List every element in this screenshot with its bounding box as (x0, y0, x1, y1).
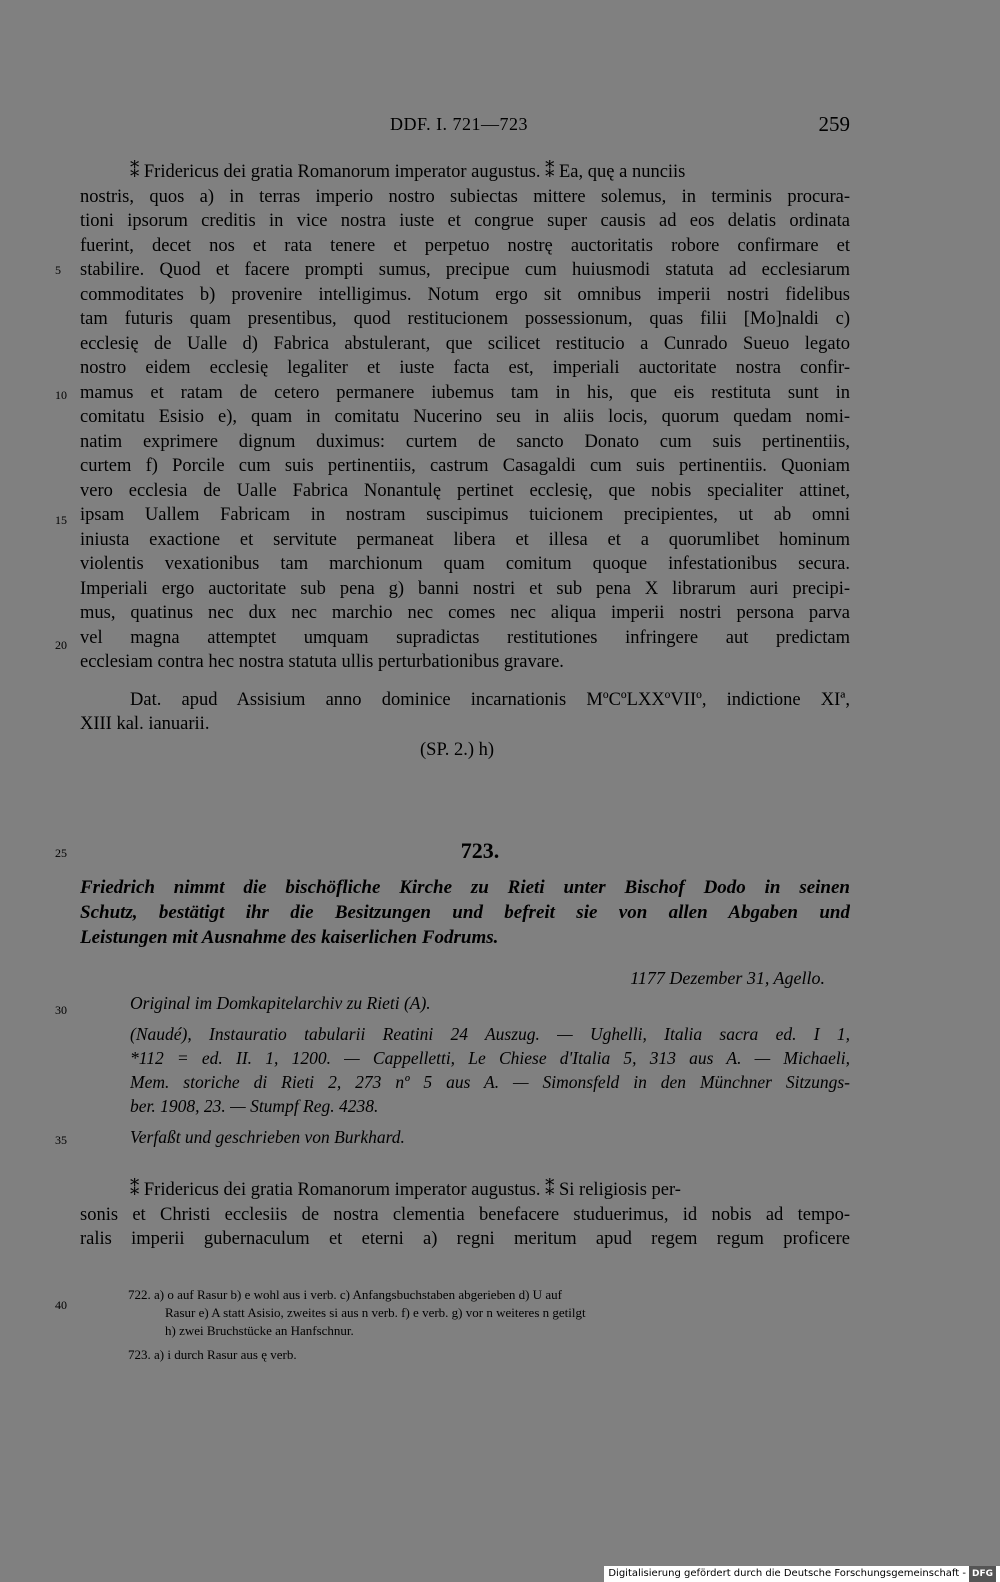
regest-line: Leistungen mit Ausnahme des kaiserlichen Fodrums. (80, 927, 499, 948)
text-line: fuerint, decet nos et rata tenere et perpetuo nostrę auctoritatis robore confirmare et (80, 235, 850, 256)
seal-note: (SP. 2.) h) (420, 740, 495, 760)
line-number: 30 (55, 1003, 67, 1017)
line-number: 15 (55, 513, 67, 527)
literature-line: (Naudé), Instauratio tabularii Reatini 24 Auszug. — Ughelli, Italia sacra ed. I 1, (130, 1024, 850, 1044)
footnote-line: 722. a) o auf Rasur b) e wohl aus i verb. c) Anfangsbuchstaben abgerieben d) U auf (128, 1287, 562, 1302)
text-line: tam futuris quam presentibus, quod restitucionem possessionum, quas filii [Mo]naldi c) (80, 309, 850, 329)
footer-credit (604, 1566, 1000, 1582)
text-line: stabilire. Quod et facere prompti sumus, precipue cum huiusmodi statuta ad ecclesiarum (80, 260, 850, 280)
line-number: 40 (55, 1298, 67, 1312)
regest-line: Friedrich nimmt die bischöfliche Kirche zu Rieti unter Bischof Dodo in seinen (80, 877, 850, 898)
footnote-line: Rasur e) A statt Asisio, zweites si aus n verb. f) e verb. g) vor n weiteres n getilgt (165, 1305, 586, 1320)
line-number: 20 (55, 638, 67, 652)
text-line: ⁑ Fridericus dei gratia Romanorum imperator augustus. ⁑ Si religiosis per- (130, 1180, 681, 1200)
literature-line: Mem. storiche di Rieti 2, 273 nº 5 aus A. — Simonsfeld in den Münchner Sitzungs- (130, 1072, 850, 1092)
dfg-logo: DFG (969, 1566, 996, 1582)
text-line: vero ecclesia de Ualle Fabrica Nonantulę pertinet ecclesię, que nobis specialiter attinet, (80, 480, 850, 501)
text-line: nostris, quos a) in terras imperio nostro subiectas mittere solemus, in terminis procura- (80, 186, 850, 207)
text-line: mus, quatinus nec dux nec marchio nec comes nec aliqua imperii nostri persona parva (80, 603, 850, 623)
text-line: ipsam Uallem Fabricam in nostram suscipimus tuicionem precipientes, ut ab omni (80, 505, 850, 525)
page-number: 259 (818, 112, 850, 136)
regest-line: Schutz, bestätigt ihr die Besitzungen und befreit sie von allen Abgaben und (80, 902, 850, 923)
running-header (80, 114, 850, 140)
line-number: 10 (55, 388, 67, 402)
text-line: Imperiali ergo auctoritate sub pena g) banni nostri et sub pena X librarum auri precipi- (80, 578, 850, 599)
text-line: natim exprimere dignum duximus: curtem de sancto Donato cum suis pertinentiis, (80, 431, 850, 452)
line-number: 25 (55, 846, 67, 860)
footnote-line: h) zwei Bruchstücke an Hanfschnur. (165, 1323, 354, 1338)
text-line: sonis et Christi ecclesiis de nostra clementia benefacere studuerimus, id nobis ad tempo- (80, 1205, 850, 1225)
footnote-line: 723. a) i durch Rasur aus ę verb. (128, 1347, 297, 1362)
credit-text: Digitalisierung gefördert durch die Deutsche Forschungsgemeinschaft - (608, 1568, 966, 1579)
text-line: ecclesię de Ualle d) Fabrica abstulerant, que scilicet restitucio a Cunrado Sueuo legato (80, 333, 850, 354)
text-line: tioni ipsorum creditis in vice nostra iuste et congrue super causis ad eos delatis ordinata (80, 211, 850, 231)
text-line: comitatu Esisio e), quam in comitatu Nucerino seu in aliis locis, quorum quedam nomi- (80, 407, 850, 427)
text-line: ⁑ Fridericus dei gratia Romanorum imperator augustus. ⁑ Ea, quę a nunciis (130, 162, 686, 182)
line-number: 5 (55, 263, 61, 277)
line-number: 35 (55, 1133, 67, 1147)
document-number: 723. (460, 838, 500, 863)
text-line: curtem f) Porcile cum suis pertinentiis, castrum Casagaldi cum suis pertinentiis. Quoniam (80, 456, 850, 476)
text-line: nostro eidem ecclesię legaliter et iuste facta est, imperiali auctoritate nostra confir- (80, 358, 850, 378)
dating-line: Dat. apud Assisium anno dominice incarnationis MºCºLXXºVIIº, indictione XIª, (130, 690, 850, 710)
date-place: 1177 Dezember 31, Agello. (630, 968, 825, 988)
literature-line: ber. 1908, 23. — Stumpf Reg. 4238. (130, 1096, 379, 1116)
dating-line: XIII kal. ianuarii. (80, 714, 210, 734)
original-note: Original im Domkapitelarchiv zu Rieti (A). (130, 993, 431, 1013)
text-line: iniusta exactione et servitute permaneat libera et illesa et a quorumlibet hominum (80, 529, 850, 550)
running-title: DDF. I. 721—723 (390, 114, 529, 134)
text-line: violentis vexationibus tam marchionum quam comitum quoque infestationibus secura. (80, 554, 850, 574)
text-line: ecclesiam contra hec nostra statuta ullis perturbationibus gravare. (80, 652, 564, 672)
literature-line: *112 = ed. II. 1, 1200. — Cappelletti, Le Chiese d'Italia 5, 313 aus A. — Michaeli, (130, 1048, 850, 1068)
text-line: mamus et ratam de cetero permanere iubemus tam in his, que eis restituta sunt in (80, 382, 850, 403)
text-line: ralis imperii gubernaculum et eterni a) regni meritum apud regem regum proficere (80, 1229, 850, 1249)
author-note: Verfaßt und geschrieben von Burkhard. (130, 1127, 405, 1147)
text-line: vel magna attemptet umquam supradictas restitutiones infringere aut predictam (80, 627, 850, 648)
text-line: commoditates b) provenire intelligimus. Notum ergo sit omnibus imperii nostri fidelibus (80, 284, 850, 305)
